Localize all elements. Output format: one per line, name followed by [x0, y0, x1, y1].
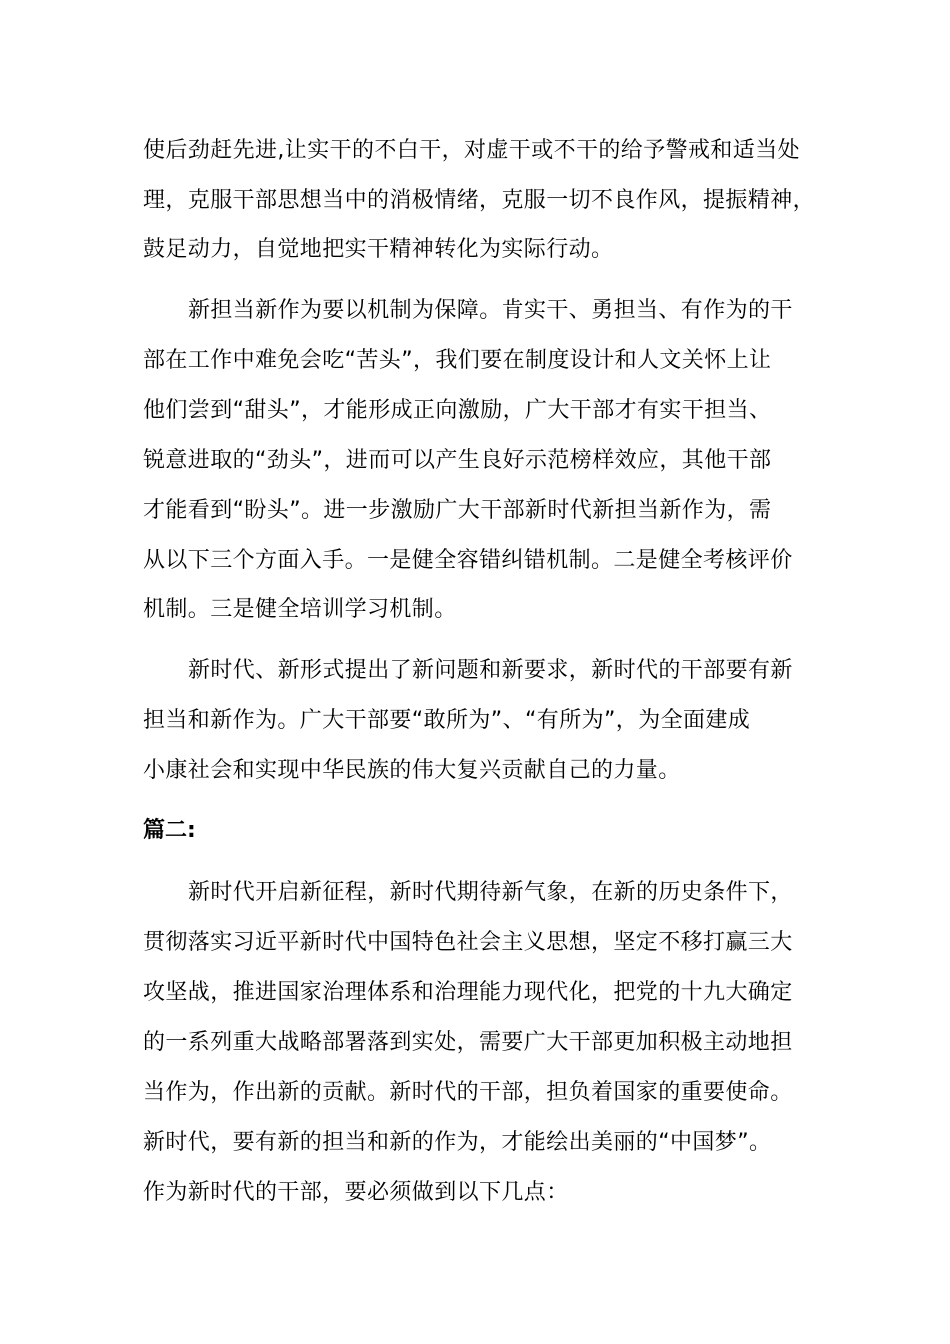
paragraph-line: 担当和新作为。广大干部要“敢所为”、“有所为”，为全面建成: [143, 708, 751, 733]
paragraph-line: 当作为，作出新的贡献。新时代的干部，担负着国家的重要使命。: [143, 1080, 793, 1105]
paragraph-line: 鼓足动力，自觉地把实干精神转化为实际行动。: [143, 237, 614, 262]
paragraph-line: 才能看到“盼头”。进一步激励广大干部新时代新担当新作为，需: [143, 498, 772, 523]
paragraph-line: 部在工作中难免会吃“苦头”，我们要在制度设计和人文关怀上让: [143, 348, 772, 373]
section-heading: 篇二:: [143, 818, 196, 843]
paragraph-line: 的一系列重大战略部署落到实处，需要广大干部更加积极主动地担: [143, 1030, 793, 1055]
paragraph-line: 从以下三个方面入手。一是健全容错纠错机制。二是健全考核评价: [143, 548, 793, 573]
paragraph-line: 新时代、新形式提出了新问题和新要求，新时代的干部要有新: [188, 658, 793, 683]
paragraph-line: 新时代，要有新的担当和新的作为，才能绘出美丽的“中国梦”。: [143, 1130, 772, 1155]
paragraph-line: 使后劲赶先进,让实干的不白干，对虚干或不干的给予警戒和适当处: [143, 138, 800, 163]
paragraph-line: 小康社会和实现中华民族的伟大复兴贡献自己的力量。: [143, 758, 681, 783]
paragraph-line: 机制。三是健全培训学习机制。: [143, 597, 457, 622]
paragraph-line: 攻坚战，推进国家治理体系和治理能力现代化，把党的十九大确定: [143, 980, 793, 1005]
paragraph-line: 贯彻落实习近平新时代中国特色社会主义思想，坚定不移打赢三大: [143, 930, 793, 955]
paragraph-line: 锐意进取的“劲头”，进而可以产生良好示范榜样效应，其他干部: [143, 448, 772, 473]
paragraph-line: 新时代开启新征程，新时代期待新气象，在新的历史条件下，: [188, 880, 793, 905]
paragraph-line: 他们尝到“甜头”，才能形成正向激励，广大干部才有实干担当、: [143, 398, 772, 423]
paragraph-line: 新担当新作为要以机制为保障。肯实干、勇担当、有作为的干: [188, 298, 793, 323]
paragraph-line: 理，克服干部思想当中的消极情绪，克服一切不良作风，提振精神，: [143, 188, 816, 213]
paragraph-line: 作为新时代的干部，要必须做到以下几点：: [143, 1180, 569, 1205]
